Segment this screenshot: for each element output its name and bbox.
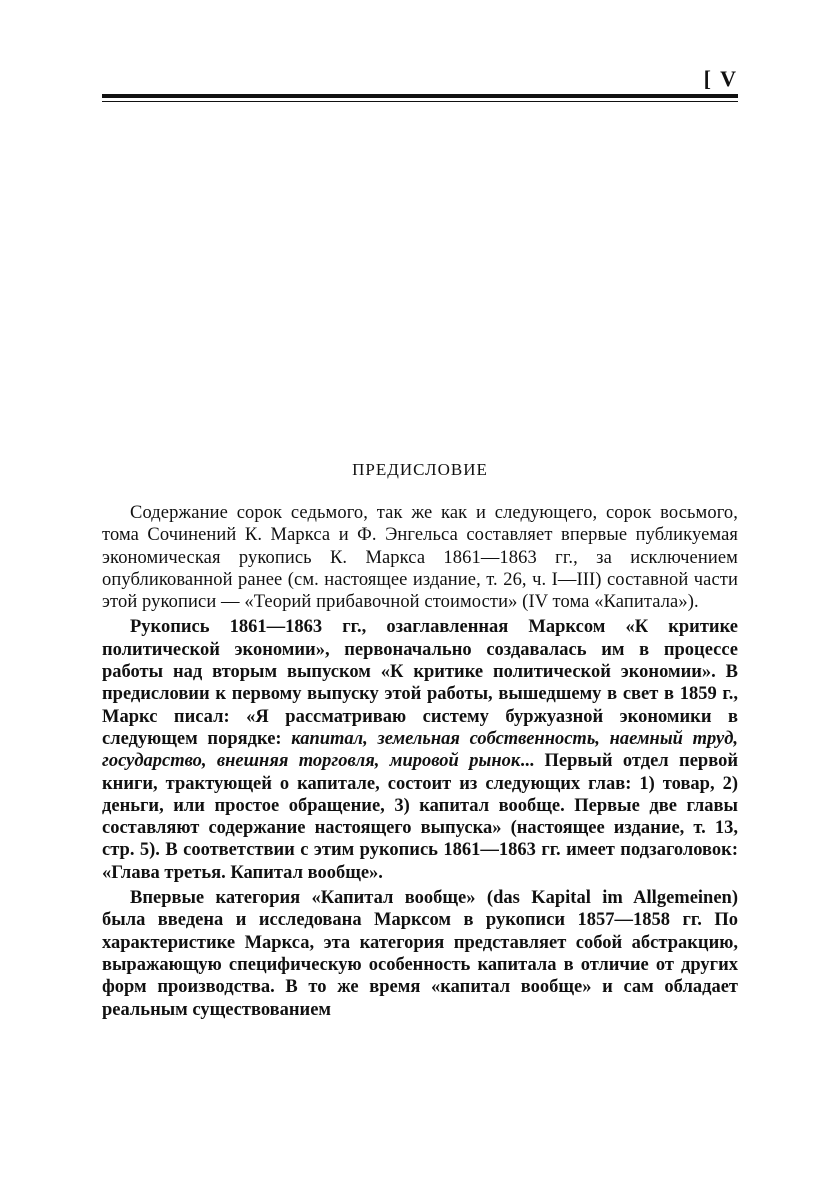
running-head — [102, 66, 738, 100]
header-rule-thin — [102, 101, 738, 102]
section-heading: ПРЕДИСЛОВИЕ — [352, 460, 488, 479]
paragraph-2-text-end: ... Первый отдел первой книги, трактующей о капитале, состоит из следующих глав: 1) товар, 2) деньги, или простое обращение, 3) капитал вообще. Первые две главы составляют содержание настоящего выпуска» (настоящее издание, т. 13, стр. 5). В соответствии с этим рукопись 1861—1863 гг. имеет подзаголовок: «Глава третья. Капитал вообще». — [102, 751, 738, 883]
paragraph-2-italic-list: капитал, земельная собственность, наемный труд, государство, внешняя торговля, мировой рынок — [102, 728, 738, 772]
paragraph-3: Впервые категория «Капитал вообще» (das Kapital im Allgemeinen) была введена и исследована Марксом в рукописи 1857—1858 гг. По характеристике Маркса, эта категория представляет собой абстракцию, выражающую специфическую особенность капитала в отличие от других форм производства. В то же время «капитал вообще» и сам обладает реальным существованием — [102, 888, 738, 1020]
paragraph-1: Содержание сорок седьмого, так же как и следующего, сорок восьмого, тома Сочинений К. Маркса и Ф. Энгельса составляет впервые публикуемая экономическая рукопись К. Маркса 1861—1863 гг., за исключением опубликованной ранее (см. настоящее издание, т. 26, ч. I—III) составной части этой рукописи — «Теорий прибавочной стоимости» (IV тома «Капитала»). — [102, 503, 738, 613]
paragraph-2 — [102, 616, 738, 884]
page-number: [ V — [703, 66, 738, 91]
paragraph-2-text-start: Рукопись 1861—1863 гг., озаглавленная Марксом «К критике политической экономии», первоначально создавалась им в процессе работы над вторым выпуском «К критике политической экономии». В предисловии к первому выпуску этой работы, вышедшему в свет в 1859 г., Маркс писал: «Я рассматриваю систему буржуазной экономики в следующем порядке: — [102, 617, 738, 749]
header-rule-thick — [102, 94, 738, 98]
body-text — [102, 502, 738, 1021]
